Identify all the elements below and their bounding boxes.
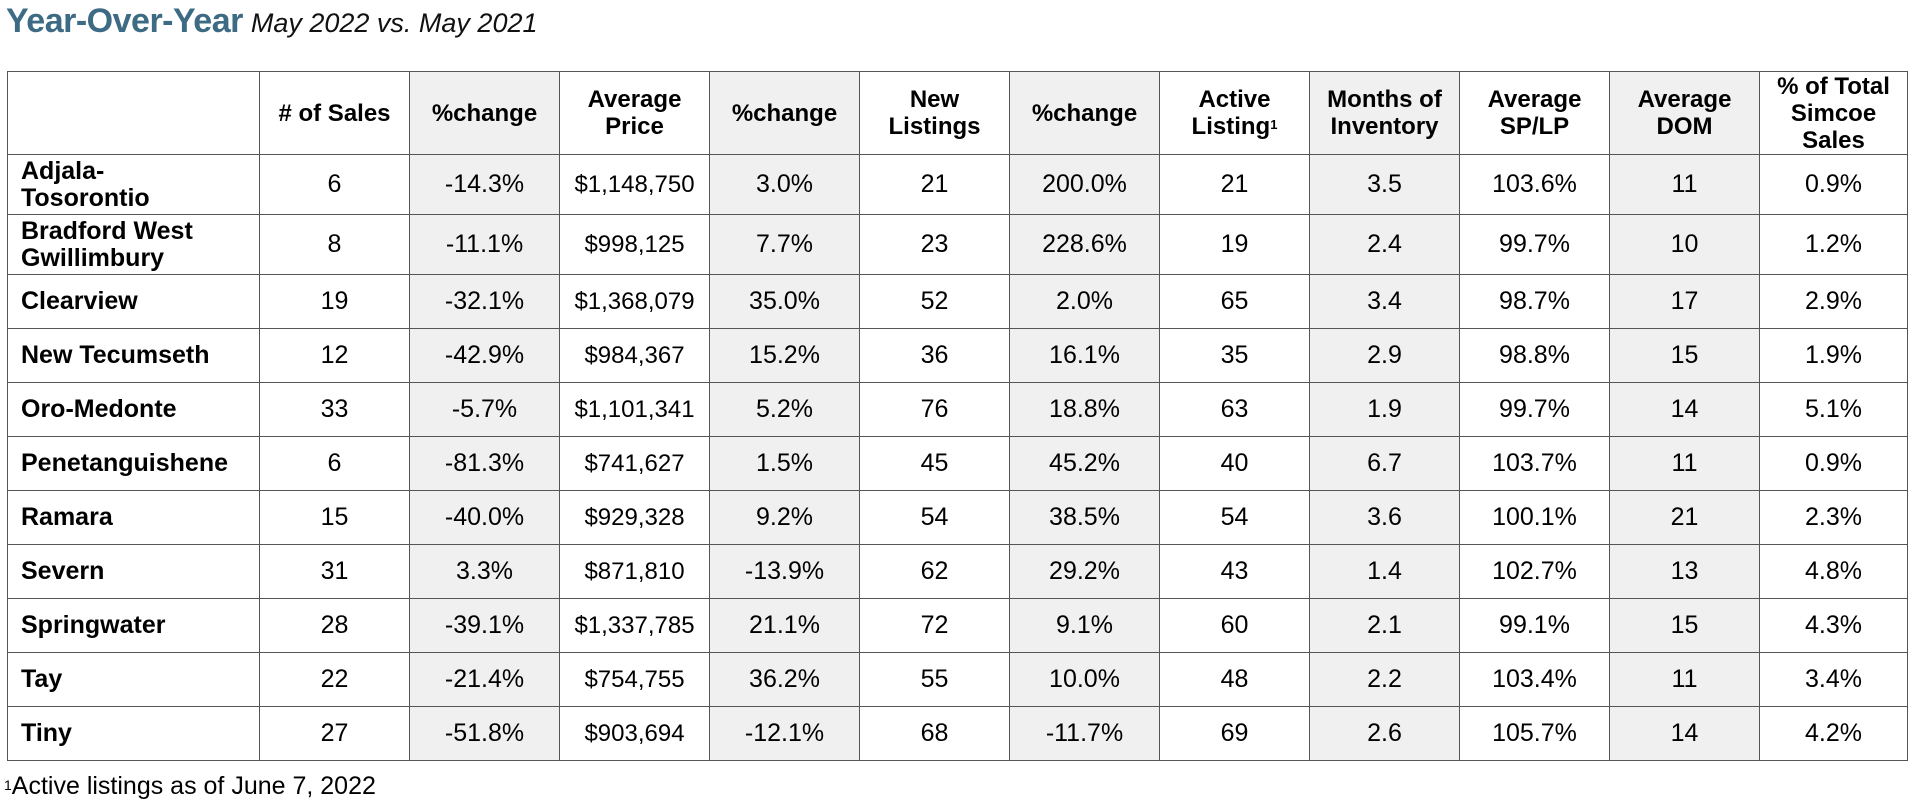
cell-pct-total-sales: 5.1% — [1760, 383, 1908, 437]
cell-price-change: 1.5% — [710, 437, 860, 491]
cell-new-listings: 76 — [860, 383, 1010, 437]
cell-pct-total-sales: 0.9% — [1760, 437, 1908, 491]
cell-new-listings-change: 18.8% — [1010, 383, 1160, 437]
cell-new-listings-change: 45.2% — [1010, 437, 1160, 491]
cell-price-change: 35.0% — [710, 275, 860, 329]
table-row — [8, 491, 1908, 545]
cell-pct-total-sales: 3.4% — [1760, 653, 1908, 707]
cell-price-change: -13.9% — [710, 545, 860, 599]
footnote-text: Active listings as of June 7, 2022 — [11, 772, 376, 800]
header-sales: # of Sales — [260, 72, 410, 155]
cell-active-listing: 43 — [1160, 545, 1310, 599]
cell-price-change: 5.2% — [710, 383, 860, 437]
cell-average-splp: 98.8% — [1460, 329, 1610, 383]
cell-price-change: 36.2% — [710, 653, 860, 707]
table-row — [8, 599, 1908, 653]
cell-pct-total-sales: 1.9% — [1760, 329, 1908, 383]
table-row — [8, 275, 1908, 329]
cell-active-listing: 63 — [1160, 383, 1310, 437]
cell-price-change: 7.7% — [710, 215, 860, 275]
cell-new-listings: 55 — [860, 653, 1010, 707]
cell-average-splp: 99.7% — [1460, 215, 1610, 275]
cell-active-listing: 65 — [1160, 275, 1310, 329]
cell-active-listing: 69 — [1160, 707, 1310, 761]
cell-average-splp: 103.4% — [1460, 653, 1610, 707]
cell-average-splp: 103.6% — [1460, 155, 1610, 215]
cell-new-listings: 68 — [860, 707, 1010, 761]
cell-sales: 28 — [260, 599, 410, 653]
cell-pct-total-sales: 4.8% — [1760, 545, 1908, 599]
cell-sales: 6 — [260, 437, 410, 491]
footnote-marker: 1 — [1270, 117, 1278, 132]
table-header-row — [8, 72, 1908, 155]
table-row — [8, 155, 1908, 215]
row-area-name: New Tecumseth — [8, 329, 260, 383]
cell-sales-change: -5.7% — [410, 383, 560, 437]
cell-average-price: $998,125 — [560, 215, 710, 275]
cell-active-listing: 19 — [1160, 215, 1310, 275]
cell-sales-change: -32.1% — [410, 275, 560, 329]
header-area — [8, 72, 260, 155]
cell-months-inventory: 1.9 — [1310, 383, 1460, 437]
cell-average-splp: 100.1% — [1460, 491, 1610, 545]
cell-average-price: $929,328 — [560, 491, 710, 545]
cell-average-dom: 14 — [1610, 707, 1760, 761]
row-area-name: Penetanguishene — [8, 437, 260, 491]
cell-average-price: $984,367 — [560, 329, 710, 383]
cell-average-splp: 99.7% — [1460, 383, 1610, 437]
header-new-listings: New Listings — [860, 72, 1010, 155]
cell-new-listings: 72 — [860, 599, 1010, 653]
cell-sales-change: -42.9% — [410, 329, 560, 383]
cell-active-listing: 35 — [1160, 329, 1310, 383]
header-new-listings-change: %change — [1010, 72, 1160, 155]
header-average-price: Average Price — [560, 72, 710, 155]
header-average-dom: Average DOM — [1610, 72, 1760, 155]
cell-sales: 27 — [260, 707, 410, 761]
table-row — [8, 653, 1908, 707]
cell-sales-change: -51.8% — [410, 707, 560, 761]
cell-price-change: 3.0% — [710, 155, 860, 215]
cell-sales-change: -81.3% — [410, 437, 560, 491]
footnote — [4, 772, 376, 800]
cell-pct-total-sales: 2.3% — [1760, 491, 1908, 545]
cell-sales-change: -11.1% — [410, 215, 560, 275]
cell-pct-total-sales: 1.2% — [1760, 215, 1908, 275]
cell-new-listings: 36 — [860, 329, 1010, 383]
cell-average-dom: 15 — [1610, 599, 1760, 653]
cell-new-listings-change: 16.1% — [1010, 329, 1160, 383]
cell-average-price: $903,694 — [560, 707, 710, 761]
cell-new-listings-change: 38.5% — [1010, 491, 1160, 545]
cell-months-inventory: 2.6 — [1310, 707, 1460, 761]
cell-months-inventory: 3.6 — [1310, 491, 1460, 545]
cell-new-listings-change: 9.1% — [1010, 599, 1160, 653]
cell-months-inventory: 6.7 — [1310, 437, 1460, 491]
table-row — [8, 329, 1908, 383]
cell-new-listings: 62 — [860, 545, 1010, 599]
cell-average-dom: 11 — [1610, 155, 1760, 215]
cell-average-dom: 15 — [1610, 329, 1760, 383]
cell-new-listings-change: 29.2% — [1010, 545, 1160, 599]
cell-average-dom: 21 — [1610, 491, 1760, 545]
cell-average-price: $754,755 — [560, 653, 710, 707]
cell-new-listings: 54 — [860, 491, 1010, 545]
header-pct-total-sales: % of Total Simcoe Sales — [1760, 72, 1908, 155]
header-active-listing: Active Listing$^1$ — [1160, 72, 1310, 155]
cell-new-listings-change: -11.7% — [1010, 707, 1160, 761]
header-sales-change: %change — [410, 72, 560, 155]
cell-months-inventory: 3.4 — [1310, 275, 1460, 329]
cell-new-listings: 23 — [860, 215, 1010, 275]
title-main: Year-Over-Year — [6, 2, 243, 40]
cell-months-inventory: 3.5 — [1310, 155, 1460, 215]
cell-price-change: 9.2% — [710, 491, 860, 545]
cell-months-inventory: 1.4 — [1310, 545, 1460, 599]
table-row — [8, 215, 1908, 275]
cell-sales: 8 — [260, 215, 410, 275]
row-area-name: Severn — [8, 545, 260, 599]
footnote-number: 1 — [4, 777, 12, 793]
cell-price-change: 15.2% — [710, 329, 860, 383]
cell-new-listings: 45 — [860, 437, 1010, 491]
cell-average-splp: 105.7% — [1460, 707, 1610, 761]
cell-months-inventory: 2.1 — [1310, 599, 1460, 653]
cell-active-listing: 54 — [1160, 491, 1310, 545]
row-area-name: Ramara — [8, 491, 260, 545]
cell-average-price: $1,337,785 — [560, 599, 710, 653]
cell-months-inventory: 2.2 — [1310, 653, 1460, 707]
cell-pct-total-sales: 4.2% — [1760, 707, 1908, 761]
cell-average-splp: 102.7% — [1460, 545, 1610, 599]
cell-active-listing: 60 — [1160, 599, 1310, 653]
table-row — [8, 383, 1908, 437]
header-months-inventory: Months of Inventory — [1310, 72, 1460, 155]
cell-sales-change: -40.0% — [410, 491, 560, 545]
cell-active-listing: 48 — [1160, 653, 1310, 707]
cell-active-listing: 21 — [1160, 155, 1310, 215]
table-row — [8, 545, 1908, 599]
row-area-name: Tiny — [8, 707, 260, 761]
cell-average-dom: 11 — [1610, 437, 1760, 491]
cell-active-listing: 40 — [1160, 437, 1310, 491]
cell-new-listings-change: 2.0% — [1010, 275, 1160, 329]
cell-average-dom: 13 — [1610, 545, 1760, 599]
row-area-name: Tay — [8, 653, 260, 707]
cell-pct-total-sales: 2.9% — [1760, 275, 1908, 329]
cell-new-listings-change: 10.0% — [1010, 653, 1160, 707]
header-average-splp: Average SP/LP — [1460, 72, 1610, 155]
table-row — [8, 437, 1908, 491]
cell-average-price: $871,810 — [560, 545, 710, 599]
cell-sales: 6 — [260, 155, 410, 215]
cell-average-price: $1,101,341 — [560, 383, 710, 437]
cell-sales: 12 — [260, 329, 410, 383]
cell-price-change: 21.1% — [710, 599, 860, 653]
cell-new-listings: 21 — [860, 155, 1010, 215]
title-subtitle: May 2022 vs. May 2021 — [250, 8, 538, 38]
cell-sales: 19 — [260, 275, 410, 329]
cell-pct-total-sales: 0.9% — [1760, 155, 1908, 215]
cell-sales: 33 — [260, 383, 410, 437]
cell-months-inventory: 2.4 — [1310, 215, 1460, 275]
cell-sales-change: -21.4% — [410, 653, 560, 707]
cell-price-change: -12.1% — [710, 707, 860, 761]
cell-new-listings-change: 228.6% — [1010, 215, 1160, 275]
cell-average-dom: 14 — [1610, 383, 1760, 437]
cell-sales-change: -14.3% — [410, 155, 560, 215]
cell-average-price: $1,368,079 — [560, 275, 710, 329]
cell-average-dom: 11 — [1610, 653, 1760, 707]
cell-average-price: $1,148,750 — [560, 155, 710, 215]
row-area-name: Bradford West Gwillimbury — [8, 215, 260, 275]
cell-months-inventory: 2.9 — [1310, 329, 1460, 383]
cell-average-dom: 10 — [1610, 215, 1760, 275]
cell-pct-total-sales: 4.3% — [1760, 599, 1908, 653]
cell-average-dom: 17 — [1610, 275, 1760, 329]
cell-average-price: $741,627 — [560, 437, 710, 491]
cell-average-splp: 99.1% — [1460, 599, 1610, 653]
row-area-name: Oro-Medonte — [8, 383, 260, 437]
row-area-name: Clearview — [8, 275, 260, 329]
cell-sales: 31 — [260, 545, 410, 599]
table-row — [8, 707, 1908, 761]
cell-average-splp: 98.7% — [1460, 275, 1610, 329]
cell-new-listings-change: 200.0% — [1010, 155, 1160, 215]
cell-average-splp: 103.7% — [1460, 437, 1610, 491]
row-area-name: Springwater — [8, 599, 260, 653]
page-title — [6, 2, 538, 54]
yoy-stats-table — [7, 71, 1908, 761]
row-area-name: Adjala- Tosorontio — [8, 155, 260, 215]
header-price-change: %change — [710, 72, 860, 155]
cell-sales: 22 — [260, 653, 410, 707]
cell-new-listings: 52 — [860, 275, 1010, 329]
cell-sales-change: -39.1% — [410, 599, 560, 653]
cell-sales: 15 — [260, 491, 410, 545]
cell-sales-change: 3.3% — [410, 545, 560, 599]
